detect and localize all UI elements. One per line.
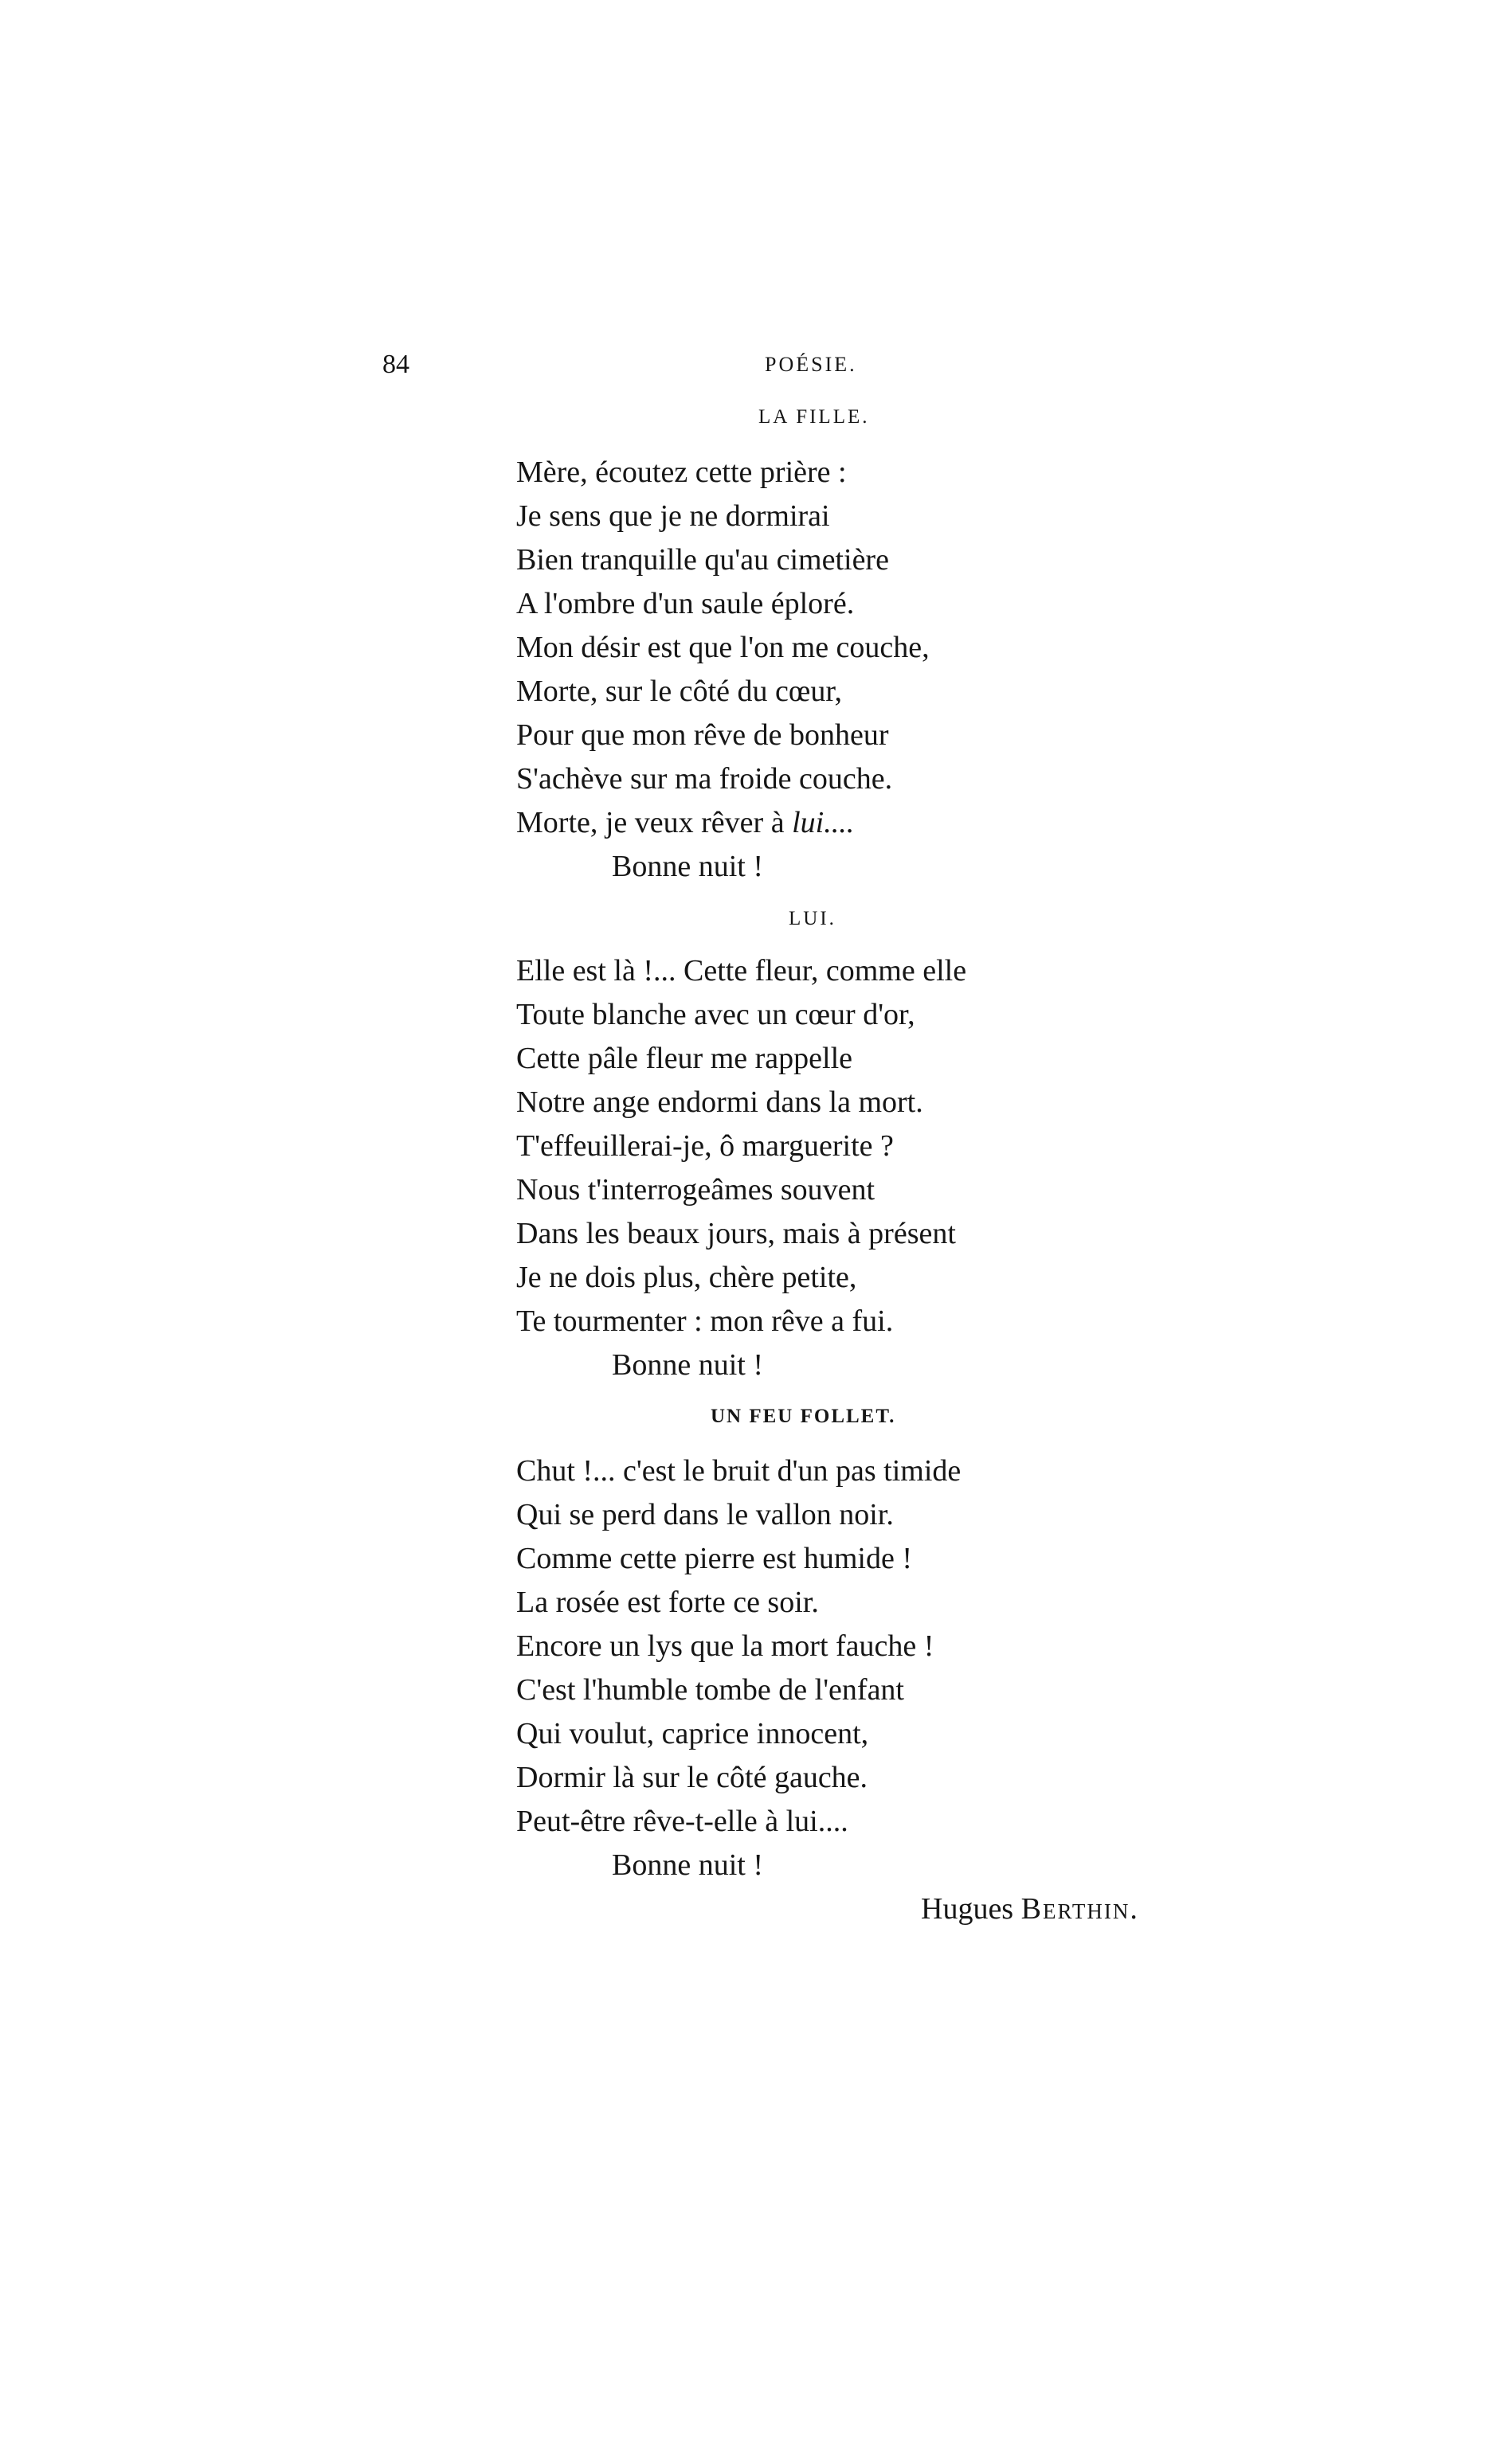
refrain-line: Bonne nuit !	[612, 850, 763, 883]
poem-line: Toute blanche avec un cœur d'or,	[516, 998, 915, 1031]
poem-line: Chut !... c'est le bruit d'un pas timide	[516, 1454, 962, 1488]
poem-line: Qui voulut, caprice innocent,	[516, 1717, 869, 1750]
running-title: POÉSIE.	[765, 353, 857, 376]
poem-line: C'est l'humble tombe de l'enfant	[516, 1673, 904, 1707]
poem-line: Pour que mon rêve de bonheur	[516, 718, 889, 752]
poem-line: La rosée est forte ce soir.	[516, 1586, 819, 1619]
poem-line: Encore un lys que la mort fauche !	[516, 1629, 934, 1663]
page-number: 84	[382, 350, 409, 379]
poem-line-emphasis	[516, 801, 1233, 845]
stanza-un-feu-follet	[516, 1449, 1233, 1887]
refrain-line: Bonne nuit !	[612, 1348, 763, 1382]
poem-line: Qui se perd dans le vallon noir.	[516, 1498, 894, 1531]
poem-line: Comme cette pierre est humide !	[516, 1542, 912, 1575]
poem-line: Peut-être rêve-t-elle à lui....	[516, 1805, 848, 1838]
poem-line: Dans les beaux jours, mais à présent	[516, 1217, 956, 1250]
poem-line-prefix: Morte, je veux rêver à	[516, 806, 793, 839]
poem-line: Je sens que je ne dormirai	[516, 499, 830, 533]
poem-line: A l'ombre d'un saule éploré.	[516, 587, 855, 620]
poem-line: Je ne dois plus, chère petite,	[516, 1261, 857, 1294]
poem-line: Dormir là sur le côté gauche.	[516, 1761, 868, 1794]
stanza-lui	[516, 949, 1233, 1387]
poem-line: Nous t'interrogeâmes souvent	[516, 1173, 875, 1207]
italic-word: lui....	[792, 806, 855, 839]
poem-line: Cette pâle fleur me rappelle	[516, 1042, 853, 1075]
running-head	[0, 349, 1512, 381]
poem-line: T'effeuillerai-je, ô marguerite ?	[516, 1129, 894, 1163]
poem-line: Te tourmenter : mon rêve a fui.	[516, 1304, 894, 1338]
author-given-name: Hugues	[921, 1892, 1014, 1926]
poem-line: Bien tranquille qu'au cimetière	[516, 543, 889, 577]
author-signature	[921, 1889, 1139, 1929]
poem-line: Morte, sur le côté du cœur,	[516, 675, 842, 708]
section-heading-la-fille: LA FILLE.	[758, 406, 870, 428]
poem-line: Elle est là !... Cette fleur, comme elle	[516, 954, 967, 988]
poem-line: Mon désir est que l'on me couche,	[516, 631, 930, 664]
refrain-line: Bonne nuit !	[612, 1848, 763, 1882]
section-heading-lui: LUI.	[789, 908, 836, 929]
poem-line: Mère, écoutez cette prière :	[516, 456, 847, 489]
section-heading-un-feu-follet: UN FEU FOLLET.	[711, 1406, 896, 1427]
poem-line: S'achève sur ma froide couche.	[516, 762, 893, 796]
stanza-la-fille	[516, 451, 1233, 889]
author-surname: Berthin.	[1020, 1892, 1139, 1926]
poem-line: Notre ange endormi dans la mort.	[516, 1085, 923, 1119]
